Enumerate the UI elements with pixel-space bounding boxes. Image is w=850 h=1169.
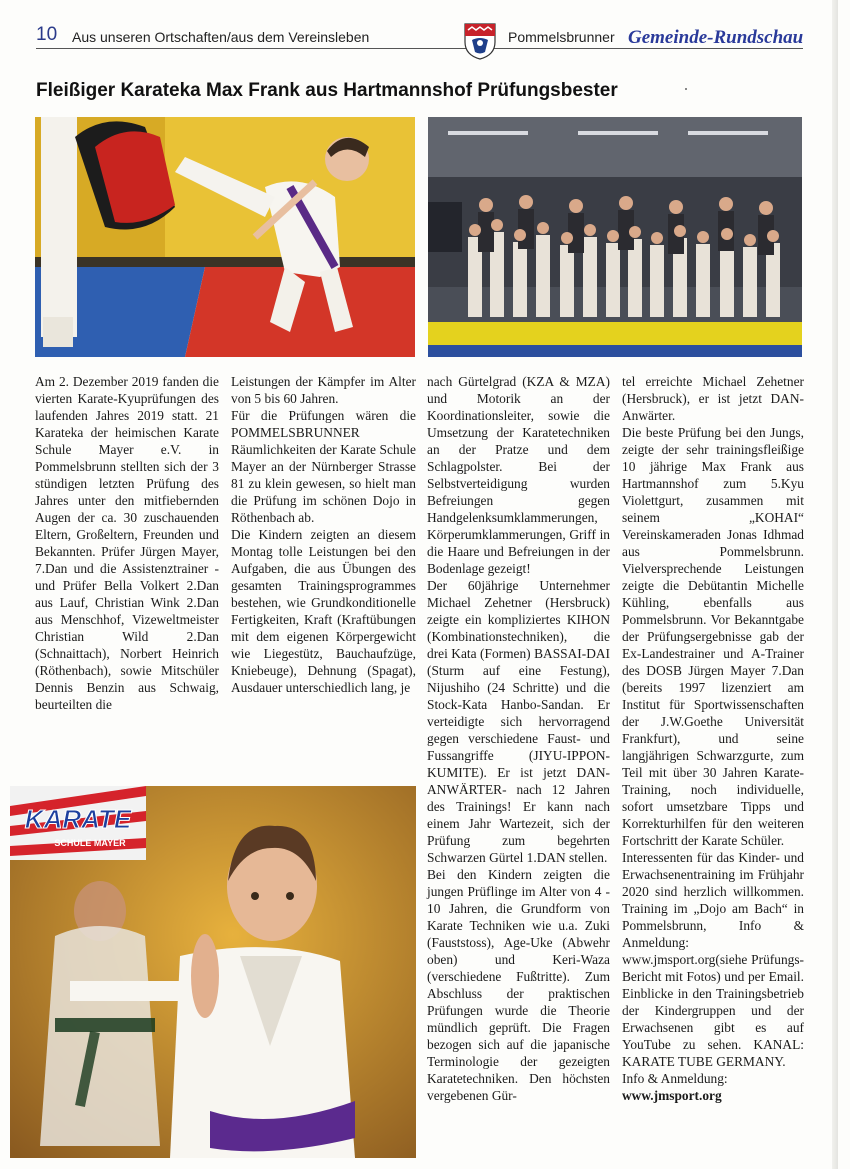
photo-group <box>428 117 802 357</box>
website-link[interactable]: www.jmsport.org <box>622 1088 722 1103</box>
paragraph: Am 2. Dezember 2019 fanden die vierten Karate-Kyuprüfungen des laufenden Jahres 2019 statt. 21 Karateka der heimischen Karate Schule Mayer e.V. in Pommelsbrunn stellten sich der 3 stündigen letzten Prüfung des Jahres unter den mitfiebernden Augen der ca. 30 zuschauenden Eltern, Großeltern, Freunden und Bekannten. Prüfer Jürgen Mayer, 7.Dan und die Assistenztrainer - und Prüfer Bella Volkert 2.Dan aus Lauf, Christian Wink 2.Dan aus Menschhof, Vizeweltmeister Christian Wild 2.Dan (Schnaittach), Norbert Heinrich (Röthenbach), sowie Mitschüler Dennis Benzin aus Schwaig, beurteilten die <box>35 374 219 712</box>
article-column-4 <box>622 373 804 1104</box>
paragraph: tel erreichte Michael Zehetner (Hersbruck), er ist jetzt DAN-Anwärter. <box>622 374 804 423</box>
paragraph: Leistungen der Kämpfer im Alter von 5 bis 60 Jahren. <box>231 374 416 406</box>
banner-school-name: SCHULE MAYER <box>54 838 126 848</box>
magazine-title: Gemeinde-Rundschau <box>628 27 804 48</box>
article-headline: Fleißiger Karateka Max Frank aus Hartmannshof Prüfungsbester <box>36 80 618 101</box>
paragraph: Bei den Kindern zeigten die jungen Prüflinge im Alter von 4 - 10 Jahren, die Grundform von Karate Techniken wie u.a. Zuki (Fauststoss), Age-Uke (Abwehr oben) und Keri-Waza (verschiedene Fußtritte). Zum Abschluss der praktischen Prüfungen wurde die Theorie mündlich geprüft. Die Fragen bezogen sich auf die japanische Terminologie der gezeigten Karatetechniken. Den höchsten vergebenen Gür- <box>427 867 610 1103</box>
paragraph: Info & Anmeldung: <box>622 1071 728 1086</box>
paragraph: Die Kindern zeigten an diesem Montag tolle Leistungen bei den Aufgaben, die aus Übungen des gesamten Trainingsprogrammes bestehen, wie Grundkonditionelle Fertigkeiten, Kraft (Kraftübungen mit dem eigenen Körpergewicht wie Liegestütz, Bauchaufzüge, Kniebeuge), Dehnung (Spagat), Ausdauer unterschiedlich lang, je <box>231 527 416 695</box>
town-name: Pommelsbrunner <box>508 29 615 45</box>
paragraph: Die beste Prüfung bei den Jungs, zeigte der sehr trainingsfleißige 10 jährige Max Frank aus Hartmannshof zum 5.Kyu Violettgurt, zusammen mit seinem „KOHAI“ Vereinskameraden Jonas Idhmad aus Pommelsbrunn. Vielversprechende Leistungen zeigte die Debütantin Michelle Kühling, ebenfalls aus Pommelsbrunn. Vor Bekanntgabe der Prüfungsergebnisse gab der Ex-Landestrainer und A-Trainer des DOSB Jürgen Mayer 7.Dan (bereits 1997 lizenziert am Institut für Sportwissenschaften der J.W.Goethe Universität Frankfurt), und seine langjährigen Schwarzgurte, zum Teil mit über 30 Jahren Karate-Training, noch individuelle, sofort umsetzbare Tipps und Korrekturhilfen für den weiteren Fortschritt der Karate Schüler. <box>622 425 804 848</box>
page-edge <box>832 0 838 1169</box>
coat-of-arms-icon <box>463 22 497 60</box>
paragraph: Der 60jährige Unternehmer Michael Zehetner (Hersbruck) zeigte ein kompliziertes KIHON (Kombinationstechniken), die drei Kata (Formen) BASSAI-DAI (Sturm auf eine Festung), Nijushiho (24 Schritte) und die Stock-Kata Hanbo-Sandan. Er verteidigte sich hervorragend gegen verschiedene Faust- und Fussangriffe (JIYU-IPPON-KUMITE). Er ist jetzt DAN-ANWÄRTER- nach 12 Jahren des Trainings! Er kann nach einem Jahr Wartezeit, sich der Prüfung zum begehrten Schwarzen Gürtel 1.DAN stellen. <box>427 578 610 865</box>
article-column-3 <box>427 373 610 1104</box>
article-column-2 <box>231 373 416 696</box>
article-column-1 <box>35 373 219 713</box>
section-title: Aus unseren Ortschaften/aus dem Vereinsleben <box>72 29 370 45</box>
banner-karate-word: KARATE <box>24 804 132 834</box>
paragraph: Interessenten für das Kinder- und Erwachsenentraining im Frühjahr 2020 sind herzlich willkommen. Training im „Dojo am Bach“ in Pommelsbrunn, Info & Anmeldung: www.jmsport.org(siehe Prüfungs-Bericht mit Fotos) und per Email. Einblicke in den Trainingsbetrieb der Kindergruppen und der Erwachsenen gibt es auf YouTube zu sehen. KANAL: KARATE TUBE GERMANY. <box>622 850 804 1069</box>
speck <box>685 88 687 90</box>
photo-karate-kick <box>35 117 415 357</box>
paragraph: Für die Prüfungen wären die POMMELSBRUNNER Räumlichkeiten der Karate Schule Mayer an der Nürnberger Strasse 81 zu klein gewesen, so hielt man die Prüfung im schönen Dojo in Röthenbach ab. <box>231 408 416 525</box>
photo-karate-boy <box>10 786 416 1158</box>
paragraph: nach Gürtelgrad (KZA & MZA) und Motorik an der Koordinationsleiter, sowie die Umsetzung der Karatetechniken an der Pratze und dem Schlagpolster. Bei der Selbstverteidigung wurden Befreiungen gegen Handgelenksumklammerungen, Körperumklammerungen, Griff in die Haare und Befreiungen in der Bodenlage gezeigt! <box>427 374 610 576</box>
page-number: 10 <box>36 24 58 45</box>
